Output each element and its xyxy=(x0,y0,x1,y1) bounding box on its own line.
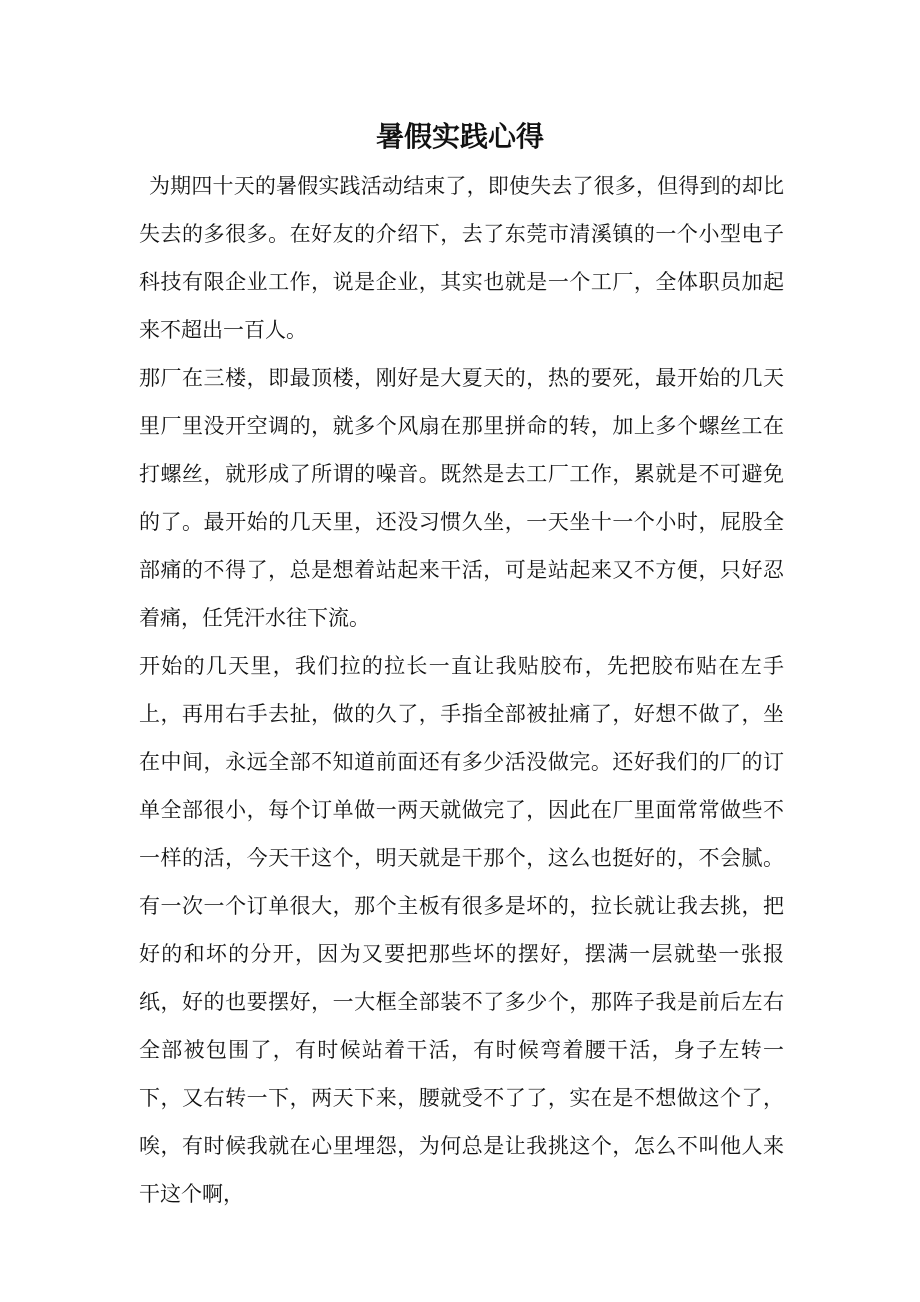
document-title: 暑假实践心得 xyxy=(375,120,544,153)
paragraph-1: 为期四十天的暑假实践活动结束了，即使失去了很多，但得到的却比失去的多很多。在好友的介绍下，去了东莞市清溪镇的一个小型电子科技有限企业工作，说是企业，其实也就是一个工厂，全体职员加起来不超出一百人。 xyxy=(139,174,784,342)
paragraph-3: 开始的几天里，我们拉的拉长一直让我贴胶布，先把胶布贴在左手上，再用右手去扯，做的久了，手指全部被扯痛了，好想不做了，坐在中间，永远全部不知道前面还有多少活没做完。还好我们的厂的订单全部很小，每个订单做一两天就做完了，因此在厂里面常常做些不一样的活，今天干这个，明天就是干那个，这么也挺好的，不会腻。有一次一个订单很大，那个主板有很多是坏的，拉长就让我去挑，把好的和坏的分开，因为又要把那些坏的摆好，摆满一层就垫一张报纸，好的也要摆好，一大框全部装不了多少个，那阵子我是前后左右全部被包围了，有时候站着干活，有时候弯着腰干活，身子左转一下，又右转一下，两天下来，腰就受不了了，实在是不想做这个了，唉，有时候我就在心里埋怨，为何总是让我挑这个，怎么不叫他人来干这个啊， xyxy=(139,654,784,1206)
document-body xyxy=(139,162,784,1218)
paragraph-2: 那厂在三楼，即最顶楼，刚好是大夏天的，热的要死，最开始的几天里厂里没开空调的，就多个风扇在那里拼命的转，加上多个螺丝工在打螺丝，就形成了所谓的噪音。既然是去工厂工作，累就是不可避免的了。最开始的几天里，还没习惯久坐，一天坐十一个小时，屁股全部痛的不得了，总是想着站起来干活，可是站起来又不方便，只好忍着痛，任凭汗水往下流。 xyxy=(139,366,784,630)
